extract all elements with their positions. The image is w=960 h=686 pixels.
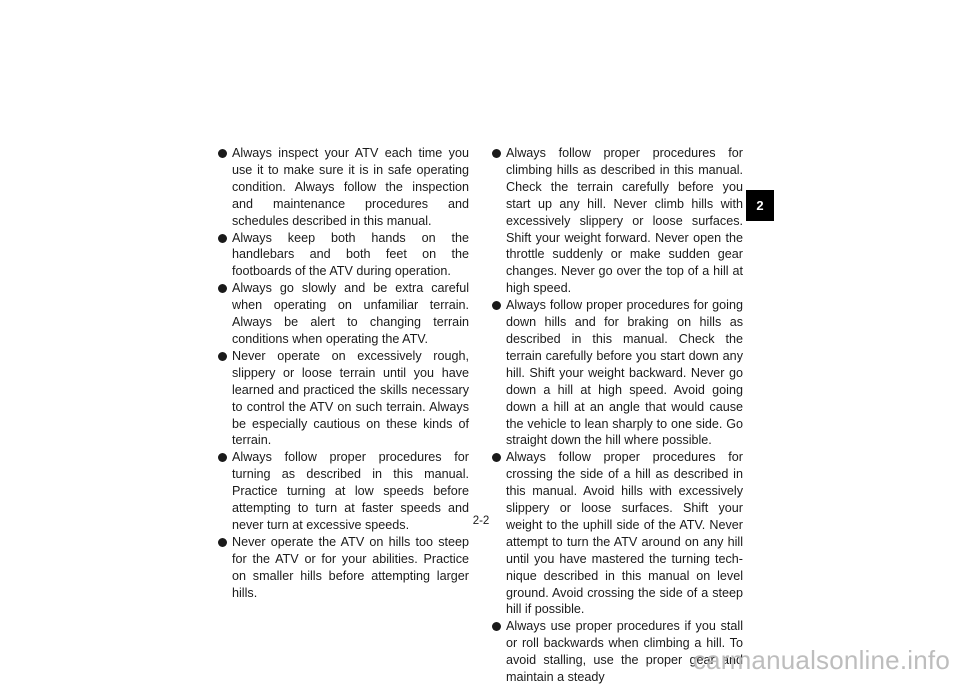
bullet-icon (218, 538, 227, 547)
list-item (218, 449, 469, 534)
list-item-text: Always inspect your ATV each time you use it to make sure it is in safe operating condition. Always follow the inspection and maintenance procedures and schedules described in this manual. (232, 146, 469, 228)
list-item (218, 145, 469, 230)
watermark: carmanualsonline.info (692, 645, 950, 675)
page-number: 2-2 (472, 515, 490, 527)
bullet-icon (492, 301, 501, 310)
right-bullet-list (492, 145, 743, 686)
list-item-text: Always follow proper procedures for going down hills and for braking on hills as described in this manual. Check the terrain carefully before you start down any hill. Shift your weight backward. Never go down a hill at high speed. Avoid going down a hill at an angle that would cause the vehicle to lean sharply to one side. Go straight down the hill where possible. (506, 298, 743, 448)
list-item (492, 297, 743, 449)
list-item-text: Always follow proper procedures for turning as described in this manual. Practice turning at low speeds before attempting to turn at faster speeds and never turn at excessive speeds. (232, 450, 469, 532)
list-item-text: Never operate the ATV on hills too steep for the ATV or for your abilities. Practice on smaller hills before attempting larger hills. (232, 534, 469, 600)
list-item-text: Always use proper procedures if you stall or roll backwards when climbing a hill. To avoid stalling, use the proper gear and maintain a steady (506, 619, 743, 685)
bullet-icon (218, 352, 227, 361)
right-column (492, 145, 743, 686)
bullet-icon (218, 284, 227, 293)
bullet-icon (492, 622, 501, 631)
list-item (492, 449, 743, 618)
bullet-icon (218, 149, 227, 158)
list-item-text: Always follow proper procedures for crossing the side of a hill as described in this manual. Avoid hills with excessively slippery or loose surfaces. Shift your weight to the uphill side of the ATV. Never attempt to turn the ATV around on any hill until you have mastered the turning technique described in this manual on level ground. Avoid crossing the side of a steep hill if possible. (506, 450, 743, 617)
left-column (218, 145, 469, 601)
list-item-text: Always keep both hands on the handlebars and both feet on the footboards of the ATV during operation. (232, 230, 469, 279)
bullet-icon (492, 453, 501, 462)
bullet-icon (218, 234, 227, 243)
list-item (218, 534, 469, 602)
list-item (492, 145, 743, 297)
list-item (218, 348, 469, 449)
list-item-text: Always follow proper procedures for climbing hills as described in this manual. Check the terrain carefully before you start up any hill. Never climb hills with excessively slippery or loose surfaces. Shift your weight forward. Never open the throttle suddenly or make sudden gear changes. Never go over the top of a hill at high speed. (506, 146, 743, 296)
list-item (218, 230, 469, 281)
list-item-text: Never operate on excessively rough, slippery or loose terrain until you have learned and practiced the skills necessary to control the ATV on such terrain. Always be especially cautious on these kinds of terrain. (232, 348, 469, 448)
bullet-icon (492, 149, 501, 158)
chapter-tab (746, 190, 774, 221)
list-item-text: Always go slowly and be extra careful when operating on unfamiliar terrain. Always be alert to changing terrain conditions when operating the ATV. (232, 281, 469, 346)
list-item (218, 280, 469, 348)
bullet-icon (218, 453, 227, 462)
left-bullet-list (218, 145, 469, 601)
chapter-tab-label: 2 (756, 198, 764, 213)
